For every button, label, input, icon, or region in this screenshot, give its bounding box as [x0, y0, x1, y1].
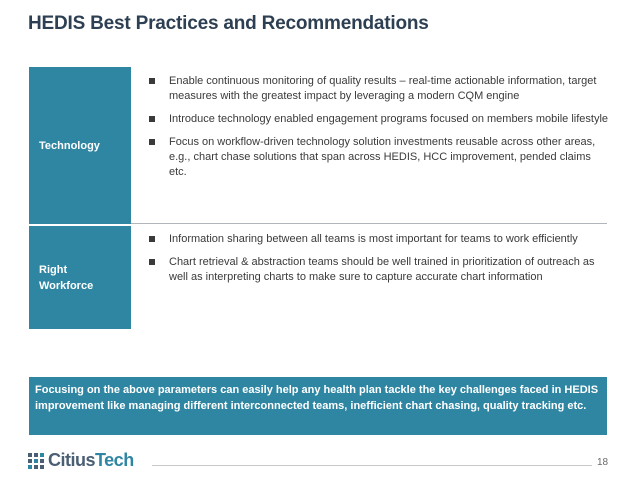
square-bullet-icon: [149, 116, 155, 122]
logo-text-tech: Tech: [95, 450, 134, 470]
row-label-text: Right Workforce: [39, 263, 94, 292]
row-divider: [131, 223, 607, 224]
bullet-item: [149, 232, 609, 247]
bullet-item: [149, 112, 609, 127]
square-bullet-icon: [149, 139, 155, 145]
square-bullet-icon: [149, 259, 155, 265]
page-number: 18: [597, 457, 609, 468]
summary-callout: Focusing on the above parameters can easily help any health plan tackle the key challenges faced in HEDIS improvement like managing different interconnected teams, inefficient chart chasing, quality tracking etc.: [29, 377, 607, 435]
logo-text-citius: Citius: [48, 450, 96, 470]
row-label-right-workforce: [29, 226, 131, 329]
bullet-item: [149, 135, 609, 180]
bullet-text: Introduce technology enabled engagement programs focused on members mobile lifestyle: [169, 113, 609, 125]
slide-title: HEDIS Best Practices and Recommendations: [28, 13, 429, 34]
bullet-text: Enable continuous monitoring of quality results – real-time actionable information, target measures with the greatest impact by leveraging a modern CQM engine: [169, 75, 597, 102]
square-bullet-icon: [149, 236, 155, 242]
bullet-text: Focus on workflow-driven technology solution investments reusable across other areas, e.g., chart chase solutions that span across HEDIS, HCC improvement, pended claims etc.: [169, 136, 596, 178]
bullet-item: [149, 255, 609, 285]
square-bullet-icon: [149, 78, 155, 84]
row-label-technology: Technology: [29, 67, 131, 224]
bullet-item: [149, 74, 609, 104]
logo-grid-icon: [28, 453, 44, 469]
logo-wordmark: [48, 450, 134, 471]
bullet-text: Information sharing between all teams is most important for teams to work efficiently: [169, 233, 578, 245]
technology-bullet-list: [149, 74, 609, 188]
bullet-text: Chart retrieval & abstraction teams should be well trained in prioritization of outreach as well as interpreting charts to make sure to capture accurate chart information: [169, 256, 595, 283]
workforce-bullet-list: [149, 232, 609, 293]
footer-rule: [152, 465, 592, 466]
company-logo: [28, 450, 134, 471]
